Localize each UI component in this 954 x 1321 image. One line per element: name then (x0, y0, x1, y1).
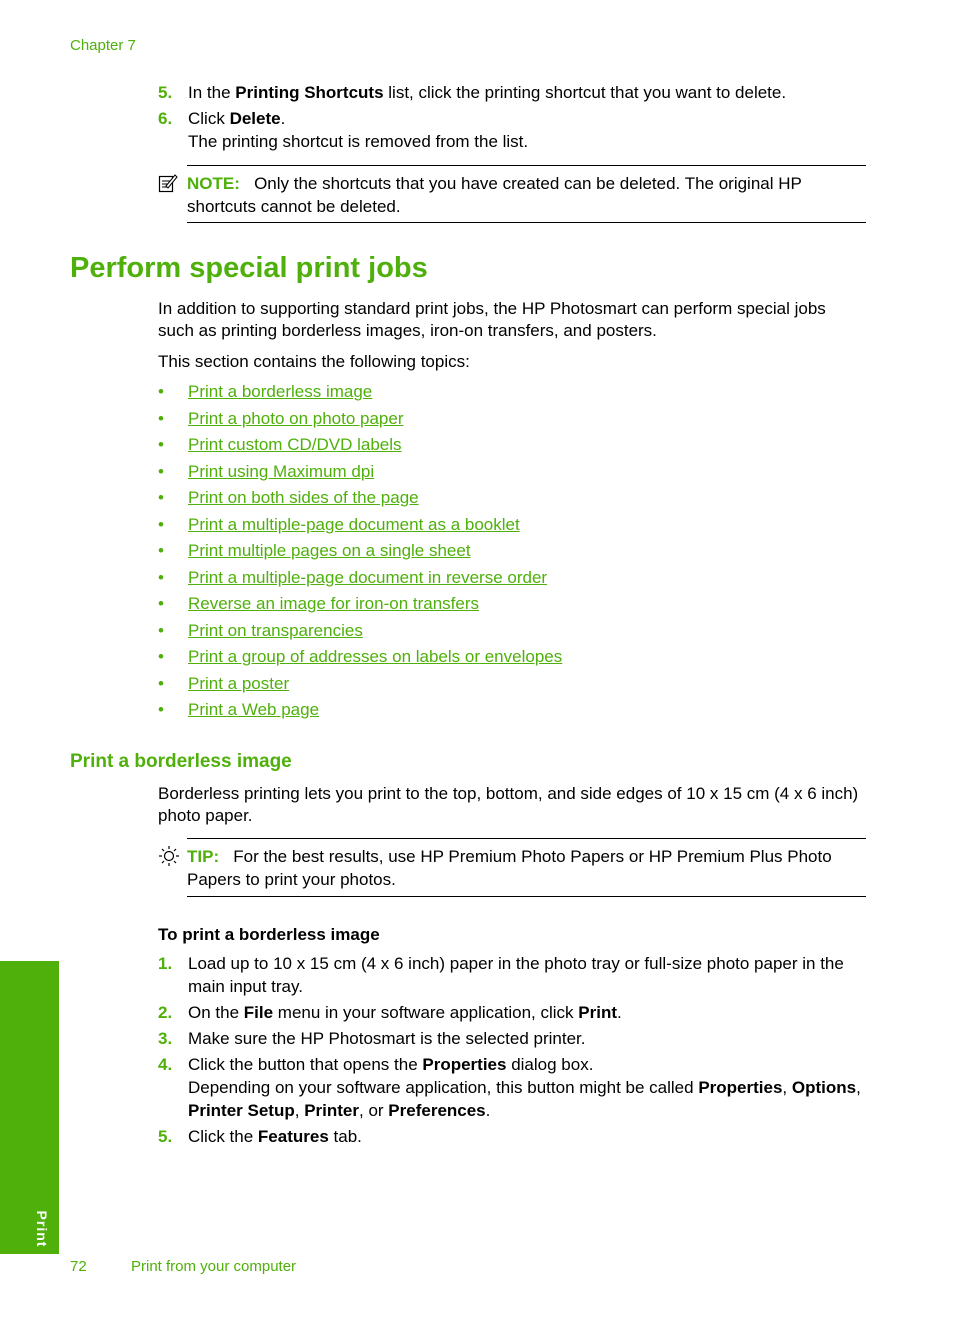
step-text: , (294, 1101, 305, 1120)
step-text: In the (188, 83, 236, 102)
step-text: tab. (328, 1127, 362, 1146)
tip-lightbulb-icon (158, 845, 180, 867)
emphasis-text: Printer Setup (188, 1101, 295, 1120)
step-text: , (782, 1078, 792, 1097)
step-number: 1. (158, 954, 173, 973)
bullet: • (158, 408, 164, 428)
list-item (158, 107, 866, 130)
tip-label: TIP: (187, 847, 220, 866)
footer-page-number: 72 (70, 1258, 87, 1275)
topic-link[interactable]: Print a multiple-page document in reverse order (188, 567, 548, 587)
step-detail (158, 1076, 866, 1122)
step-text: Load up to 10 x 15 cm (4 x 6 inch) paper in the photo tray or full-size photo paper in the main input tray. (188, 954, 844, 996)
topic-link[interactable]: Print multiple pages on a single sheet (188, 541, 471, 560)
bullet: • (158, 514, 164, 534)
step-text: , (856, 1078, 861, 1097)
step-text: Click the (188, 1127, 258, 1146)
topic-item (158, 485, 562, 512)
emphasis-text: Printer (304, 1101, 359, 1120)
bullet: • (158, 382, 164, 401)
borderless-steps-list (158, 952, 866, 1148)
subsection-title: Print a borderless image (70, 751, 292, 772)
bullet: • (158, 541, 164, 560)
topic-link[interactable]: Print on transparencies (188, 620, 363, 640)
step-body (188, 1053, 866, 1076)
note-text: Only the shortcuts that you have created can be deleted. The original HP shortcuts cannot be deleted. (187, 174, 802, 216)
topic-item (158, 591, 562, 618)
topic-item (158, 538, 562, 565)
bullet: • (158, 620, 164, 640)
list-item (158, 1125, 866, 1148)
topic-item (158, 671, 562, 698)
bullet: • (158, 673, 164, 693)
topic-link[interactable]: Print a borderless image (188, 382, 373, 401)
step-number: 6. (158, 109, 173, 128)
emphasis-text: Options (791, 1078, 857, 1097)
section-intro: In addition to supporting standard print jobs, the HP Photosmart can perform special jobs such as printing borderless images, iron-on transfers, and posters. (158, 299, 826, 340)
step-number: 4. (158, 1055, 173, 1074)
topic-link[interactable]: Print a poster (188, 673, 290, 693)
topic-link[interactable]: Reverse an image for iron-on transfers (188, 594, 480, 613)
step-text: list, click the printing shortcut that you want to delete. (383, 83, 787, 102)
step-body (188, 952, 866, 998)
emphasis-text: Properties (698, 1078, 783, 1097)
step-body (188, 1027, 866, 1050)
step-number: 3. (158, 1029, 173, 1048)
step-text: . (280, 109, 286, 128)
procedure-title: To print a borderless image (158, 925, 380, 944)
step-number: 5. (158, 83, 173, 102)
topic-item (158, 459, 562, 486)
step-text: dialog box. (506, 1055, 594, 1074)
side-tab-label: Print (34, 1210, 50, 1248)
emphasis-text: File (243, 1003, 274, 1022)
footer-section-name: Print from your computer (131, 1258, 297, 1275)
topic-link[interactable]: Print custom CD/DVD labels (188, 435, 402, 454)
bullet: • (158, 700, 164, 719)
list-item (158, 1053, 866, 1076)
topics-intro: This section contains the following topics: (158, 352, 470, 371)
side-tab (0, 961, 59, 1254)
bullet: • (158, 567, 164, 587)
section-title: Perform special print jobs (70, 252, 428, 284)
topic-link[interactable]: Print a Web page (188, 700, 320, 719)
emphasis-text: Printing Shortcuts (235, 83, 384, 102)
step-text: . (485, 1101, 491, 1120)
topic-item (158, 406, 562, 433)
note-icon (158, 173, 178, 193)
bullet: • (158, 461, 164, 481)
note-label: NOTE: (187, 174, 240, 193)
topic-item (158, 432, 562, 459)
topic-item (158, 565, 562, 592)
list-item (158, 1027, 866, 1050)
chapter-header: Chapter 7 (70, 37, 136, 54)
step-number: 5. (158, 1127, 173, 1146)
step-text: Click (188, 109, 230, 128)
topic-item (158, 512, 562, 539)
step-text: Make sure the HP Photosmart is the selected printer. (188, 1029, 586, 1048)
step-text: On the (188, 1003, 244, 1022)
step-body (188, 81, 866, 104)
step-text: Depending on your software application, this button might be called (188, 1078, 699, 1097)
step-detail (158, 130, 866, 153)
step-text: The printing shortcut is removed from the list. (188, 132, 529, 151)
tip-text: For the best results, use HP Premium Photo Papers or HP Premium Plus Photo Papers to print your photos. (187, 847, 832, 889)
step-text: , or (359, 1101, 389, 1120)
emphasis-text: Features (257, 1127, 329, 1146)
step-text: Click the button that opens the (188, 1055, 423, 1074)
emphasis-text: Delete (229, 109, 281, 128)
bullet: • (158, 435, 164, 454)
topic-item (158, 697, 562, 724)
emphasis-text: Properties (422, 1055, 507, 1074)
subsection-intro: Borderless printing lets you print to the top, bottom, and side edges of 10 x 15 cm (4 x 6 inch) photo paper. (158, 784, 859, 825)
topic-item (158, 618, 562, 645)
emphasis-text: Preferences (388, 1101, 486, 1120)
tip-box (187, 838, 866, 897)
topic-item (158, 644, 562, 671)
bullet: • (158, 647, 164, 666)
step-text: . (617, 1003, 622, 1022)
step-number: 2. (158, 1003, 173, 1022)
step-body (188, 1001, 866, 1024)
bullet: • (158, 594, 164, 613)
list-item (158, 952, 866, 998)
list-item (158, 1001, 866, 1024)
note-box (187, 165, 866, 223)
delete-steps-list (158, 81, 866, 153)
step-body (188, 107, 866, 130)
list-item (158, 81, 866, 104)
topic-item (158, 379, 562, 406)
step-text: menu in your software application, click (273, 1003, 579, 1022)
topic-link[interactable]: Print a multiple-page document as a booklet (188, 514, 520, 534)
topics-list (158, 379, 562, 724)
step-body (188, 1125, 866, 1148)
bullet: • (158, 488, 164, 507)
topic-link[interactable]: Print on both sides of the page (188, 488, 419, 507)
topic-link[interactable]: Print a photo on photo paper (188, 408, 404, 428)
emphasis-text: Print (578, 1003, 617, 1022)
topic-link[interactable]: Print a group of addresses on labels or envelopes (188, 647, 563, 666)
topic-link[interactable]: Print using Maximum dpi (188, 461, 375, 481)
